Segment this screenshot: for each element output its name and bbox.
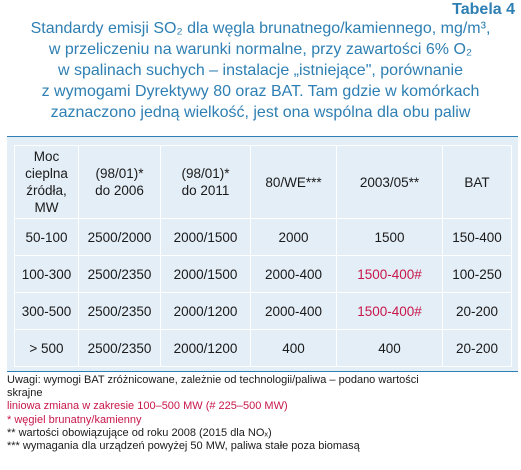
table-cell: 2000-400 bbox=[251, 293, 337, 330]
caption-line: z wymogami Dyrektywy 80 oraz BAT. Tam gdzie w komórkach bbox=[41, 83, 480, 100]
table-cell: 100-250 bbox=[443, 256, 512, 293]
table-cell: 2000/1200 bbox=[161, 330, 251, 367]
table-cell: 2000/1500 bbox=[161, 256, 251, 293]
table-cell-highlighted: 1500-400# bbox=[337, 256, 443, 293]
caption-line: zaznaczono jedną wielkość, jest ona wspólna dla obu paliw bbox=[50, 104, 471, 121]
table-cell: 2000/1500 bbox=[161, 219, 251, 256]
note-line-highlighted: liniowa zmiana w zakresie 100–500 MW (# 225–500 MW) bbox=[7, 400, 288, 413]
table-cell: 50-100 bbox=[15, 219, 79, 256]
note-line: skrajne bbox=[7, 387, 43, 400]
table-cell: 400 bbox=[337, 330, 443, 367]
table-cell: 2500/2350 bbox=[79, 293, 161, 330]
table-cell: 20-200 bbox=[443, 293, 512, 330]
table-cell: 2500/2350 bbox=[79, 256, 161, 293]
table-cell: 100-300 bbox=[15, 256, 79, 293]
header-cell-98-01-2006: (98/01)* do 2006 bbox=[79, 146, 161, 219]
table-caption bbox=[0, 18, 521, 123]
header-cell-thermal-power: Moc cieplna źródła, MW bbox=[15, 146, 79, 219]
table-row bbox=[15, 219, 512, 256]
note-line-highlighted: * węgiel brunatny/kamienny bbox=[7, 413, 142, 426]
table-cell: 20-200 bbox=[443, 330, 512, 367]
emission-standards-table-panel bbox=[7, 136, 518, 372]
emission-standards-table bbox=[14, 145, 512, 367]
table-label: Tabela 4 bbox=[452, 1, 515, 18]
table-notes bbox=[7, 374, 517, 453]
table-row bbox=[15, 293, 512, 330]
table-header-row bbox=[15, 146, 512, 219]
table-row bbox=[15, 256, 512, 293]
table-cell-highlighted: 1500-400# bbox=[337, 293, 443, 330]
table-cell: 300-500 bbox=[15, 293, 79, 330]
table-cell: > 500 bbox=[15, 330, 79, 367]
table-row bbox=[15, 330, 512, 367]
note-line: *** wymagania dla urządzeń powyżej 50 MW, paliwa stałe poza biomasą bbox=[7, 440, 360, 453]
table-cell: 400 bbox=[251, 330, 337, 367]
header-cell-bat: BAT bbox=[443, 146, 512, 219]
table-cell: 2500/2350 bbox=[79, 330, 161, 367]
header-cell-80-we: 80/WE*** bbox=[251, 146, 337, 219]
header-cell-2003-05: 2003/05** bbox=[337, 146, 443, 219]
caption-line: w spalinach suchych – instalacje „istniejące", porównanie bbox=[57, 62, 463, 79]
caption-line: w przeliczeniu na warunki normalne, przy zawartości 6% O₂ bbox=[48, 41, 473, 58]
note-line: ** wartości obowiązujące od roku 2008 (2015 dla NOₓ) bbox=[7, 426, 272, 439]
note-line: Uwagi: wymogi BAT zróżnicowane, zależnie od technologii/paliwa – podano wartości bbox=[7, 374, 419, 386]
header-cell-98-01-2011: (98/01)* do 2011 bbox=[161, 146, 251, 219]
table-cell: 150-400 bbox=[443, 219, 512, 256]
table-cell: 1500 bbox=[337, 219, 443, 256]
table-cell: 2000 bbox=[251, 219, 337, 256]
caption-line: Standardy emisji SO₂ dla węgla brunatnego/kamiennego, mg/m³, bbox=[30, 20, 491, 37]
table-cell: 2500/2000 bbox=[79, 219, 161, 256]
table-cell: 2000-400 bbox=[251, 256, 337, 293]
table-cell: 2000/1200 bbox=[161, 293, 251, 330]
